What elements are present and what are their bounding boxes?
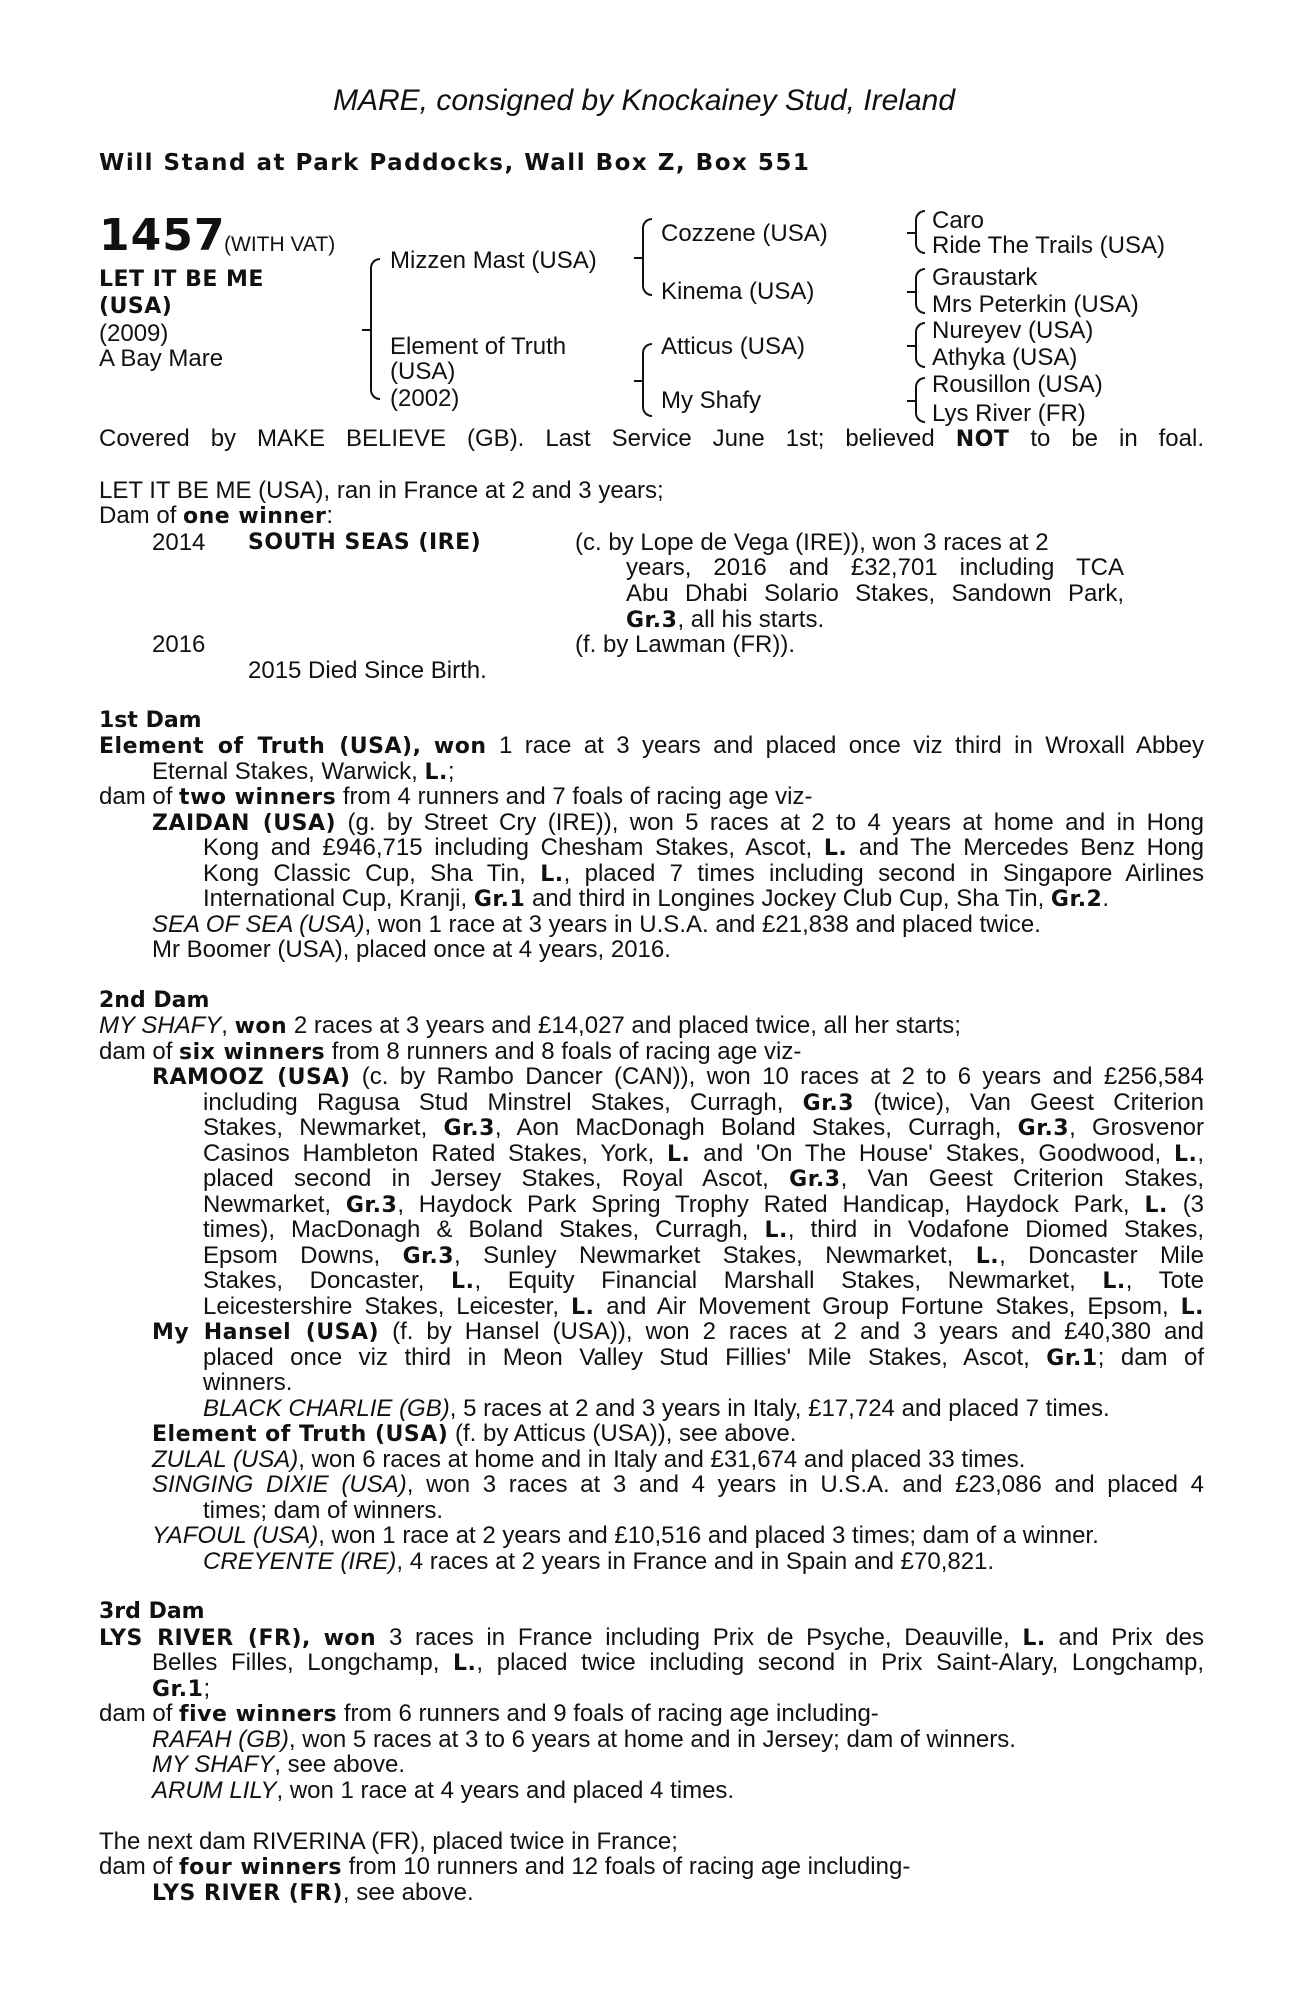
pedigree-ssd: Ride The Trails (USA) — [932, 232, 1165, 259]
ramooz-line-1: RAMOOZ (USA) (c. by Rambo Dancer (CAN)), won 10 races at 2 to 6 years and £256,584 — [152, 1063, 1204, 1090]
progeny-detail-1: (c. by Lope de Vega (IRE)), won 3 races at 2 — [575, 529, 1049, 556]
next-dam-line-2: dam of four winners from 10 runners and 12 foals of racing age including- — [99, 1853, 911, 1880]
horse-description: A Bay Mare — [99, 345, 224, 372]
vat-label: (WITH VAT) — [224, 233, 336, 256]
stand-location: Will Stand at Park Paddocks, Wall Box Z, Box 551 — [99, 150, 811, 176]
pedigree-brace-dd — [915, 377, 925, 423]
ramooz-line-6: Newmarket, Gr.3, Haydock Park Spring Trophy Rated Handicap, Haydock Park, L. (3 — [203, 1191, 1205, 1218]
yafoul-line: YAFOUL (USA), won 1 race at 2 years and £10,516 and placed 3 times; dam of a winner. — [152, 1522, 1099, 1549]
progeny-detail-4: Gr.3, all his starts. — [626, 606, 825, 633]
pedigree-brace-sd — [915, 268, 925, 314]
my-hansel-line-2: placed once viz third in Meon Valley Stud Fillies' Mile Stakes, Ascot, Gr.1; dam of — [203, 1344, 1205, 1371]
pedigree-dam: Element of Truth — [390, 333, 567, 360]
progeny-2016-detail: (f. by Lawman (FR)). — [575, 631, 796, 658]
zaidan-line-2: Kong and £946,715 including Chesham Stakes, Ascot, L. and The Mercedes Benz Hong — [203, 834, 1205, 861]
horse-name: LET IT BE ME — [99, 267, 264, 292]
ramooz-line-5: placed second in Jersey Stakes, Royal Ascot, Gr.3, Van Geest Criterion Stakes, — [203, 1165, 1204, 1192]
arum-lily-line: ARUM LILY, won 1 race at 4 years and placed 4 times. — [152, 1777, 735, 1804]
pedigree-dss: Nureyev (USA) — [932, 317, 1094, 344]
singing-dixie-line-2: times; dam of winners. — [203, 1497, 444, 1524]
sea-of-sea-line: SEA OF SEA (USA), won 1 race at 3 years in U.S.A. and £21,838 and placed twice. — [152, 911, 1041, 938]
pedigree-dds: Rousillon (USA) — [932, 371, 1103, 398]
second-dam-line-1: MY SHAFY, won 2 races at 3 years and £14,027 and placed twice, all her starts; — [99, 1012, 961, 1039]
pedigree-sire-dam: Kinema (USA) — [661, 278, 815, 305]
second-dam-line-2: dam of six winners from 8 runners and 8 foals of racing age viz- — [99, 1038, 802, 1065]
lot-number: 1457 — [99, 210, 226, 261]
ramooz-line-10: Leicestershire Stakes, Leicester, L. and Air Movement Group Fortune Stakes, Epsom, L. — [203, 1293, 1204, 1320]
my-hansel-line-1: My Hansel (USA) (f. by Hansel (USA)), won 2 races at 2 and 3 years and £40,380 and — [152, 1318, 1205, 1345]
third-dam-line-2: Belles Filles, Longchamp, L., placed twice including second in Prix Saint-Alary, Longchamp, — [152, 1649, 1205, 1676]
covered-text: Covered by MAKE BELIEVE (GB). Last Service June 1st; believed — [99, 425, 935, 452]
pedigree-sire: Mizzen Mast (USA) — [390, 247, 597, 274]
progeny-detail-3: Abu Dhabi Solario Stakes, Sandown Park, — [626, 580, 1124, 607]
zaidan-line-3: Kong Classic Cup, Sha Tin, L., placed 7 times including second in Singapore Airlines — [203, 860, 1204, 887]
ramooz-line-4: Casinos Hambleton Rated Stakes, York, L. and 'On The House' Stakes, Goodwood, L., — [203, 1140, 1204, 1167]
progeny-name-south-seas: SOUTH SEAS (IRE) — [248, 530, 482, 555]
pedigree-brace-dam — [642, 343, 652, 417]
pedigree-sds: Graustark — [932, 264, 1038, 291]
pedigree-dam-sire: Atticus (USA) — [661, 333, 806, 360]
ramooz-line-8: Epsom Downs, Gr.3, Sunley Newmarket Stakes, Newmarket, L., Doncaster Mile — [203, 1242, 1204, 1269]
second-dam-heading: 2nd Dam — [99, 988, 210, 1013]
horse-country: (USA) — [99, 294, 173, 319]
first-dam-line-3: dam of two winners from 4 runners and 7 foals of racing age viz- — [99, 783, 813, 810]
pedigree-dam-country: (USA) — [390, 358, 456, 385]
pedigree-sss: Caro — [932, 207, 985, 234]
pedigree-brace-sire — [642, 218, 652, 296]
first-dam-heading: 1st Dam — [99, 708, 202, 733]
my-hansel-line-3: winners. — [203, 1369, 293, 1396]
covered-statement — [99, 426, 1204, 453]
zaidan-line-1: ZAIDAN (USA) (g. by Street Cry (IRE)), won 5 races at 2 to 4 years at home and in Hong — [152, 809, 1205, 836]
page-title: MARE, consigned by Knockainey Stud, Ireland — [333, 84, 956, 117]
first-dam-line-1: Element of Truth (USA), won 1 race at 3 years and placed once viz third in Wroxall Abbey — [99, 732, 1204, 759]
pedigree-dam-year: (2002) — [390, 385, 460, 412]
mr-boomer-line: Mr Boomer (USA), placed once at 4 years, 2016. — [152, 936, 671, 963]
ramooz-line-2: including Ragusa Stud Minstrel Stakes, Curragh, Gr.3 (twice), Van Geest Criterion — [203, 1089, 1205, 1116]
pedigree-dam-dam: My Shafy — [661, 387, 762, 414]
zaidan-line-4: International Cup, Kranji, Gr.1 and third in Longines Jockey Club Cup, Sha Tin, Gr.2. — [203, 885, 1110, 912]
black-charlie-line: BLACK CHARLIE (GB), 5 races at 2 and 3 years in Italy, £17,724 and placed 7 times. — [203, 1395, 1110, 1422]
pedigree-ddd: Lys River (FR) — [932, 400, 1086, 427]
my-shafy-line: MY SHAFY, see above. — [152, 1751, 406, 1778]
singing-dixie-line-1: SINGING DIXIE (USA), won 3 races at 3 and 4 years in U.S.A. and £23,086 and placed 4 — [152, 1471, 1204, 1498]
next-dam-line-3: LYS RIVER (FR), see above. — [152, 1879, 474, 1906]
zulal-line: ZULAL (USA), won 6 races at home and in Italy and £31,674 and placed 33 times. — [152, 1446, 1026, 1473]
rafah-line: RAFAH (GB), won 5 races at 3 to 6 years at home and in Jersey; dam of winners. — [152, 1726, 1016, 1753]
covered-text-end: to be in foal. — [1030, 425, 1204, 452]
third-dam-heading: 3rd Dam — [99, 1599, 205, 1624]
ramooz-line-9: Stakes, Doncaster, L., Equity Financial Marshall Stakes, Newmarket, L., Tote — [203, 1267, 1205, 1294]
pedigree-brace-main — [370, 258, 380, 400]
third-dam-line-4: dam of five winners from 6 runners and 9 foals of racing age including- — [99, 1700, 879, 1727]
record-dam-of: Dam of one winner: — [99, 502, 334, 529]
progeny-2015: 2015 Died Since Birth. — [248, 657, 487, 684]
third-dam-line-1: LYS RIVER (FR), won 3 races in France including Prix de Psyche, Deauville, L. and Prix des — [99, 1624, 1205, 1651]
progeny-detail-2: years, 2016 and £32,701 including TCA — [626, 554, 1124, 581]
element-of-truth-line: Element of Truth (USA) (f. by Atticus (USA)), see above. — [152, 1420, 797, 1447]
pedigree-sire-sire: Cozzene (USA) — [661, 220, 828, 247]
progeny-year-2014: 2014 — [152, 529, 206, 556]
third-dam-line-3: Gr.1; — [152, 1675, 211, 1702]
pedigree-dsd: Athyka (USA) — [932, 344, 1078, 371]
pedigree-sdd: Mrs Peterkin (USA) — [932, 291, 1139, 318]
horse-year: (2009) — [99, 320, 169, 347]
pedigree-brace-ds — [915, 322, 925, 368]
creyente-line: CREYENTE (IRE), 4 races at 2 years in France and in Spain and £70,821. — [203, 1548, 995, 1575]
pedigree-brace-ss — [915, 210, 925, 254]
ramooz-line-7: times), MacDonagh & Boland Stakes, Curragh, L., third in Vodafone Diomed Stakes, — [203, 1216, 1204, 1243]
covered-not: NOT — [955, 427, 1010, 452]
ramooz-line-3: Stakes, Newmarket, Gr.3, Aon MacDonagh Boland Stakes, Curragh, Gr.3, Grosvenor — [203, 1114, 1205, 1141]
next-dam-line-1: The next dam RIVERINA (FR), placed twice in France; — [99, 1828, 678, 1855]
record-intro: LET IT BE ME (USA), ran in France at 2 and 3 years; — [99, 477, 664, 504]
first-dam-line-2: Eternal Stakes, Warwick, L.; — [152, 758, 455, 785]
progeny-year-2016: 2016 — [152, 631, 206, 658]
